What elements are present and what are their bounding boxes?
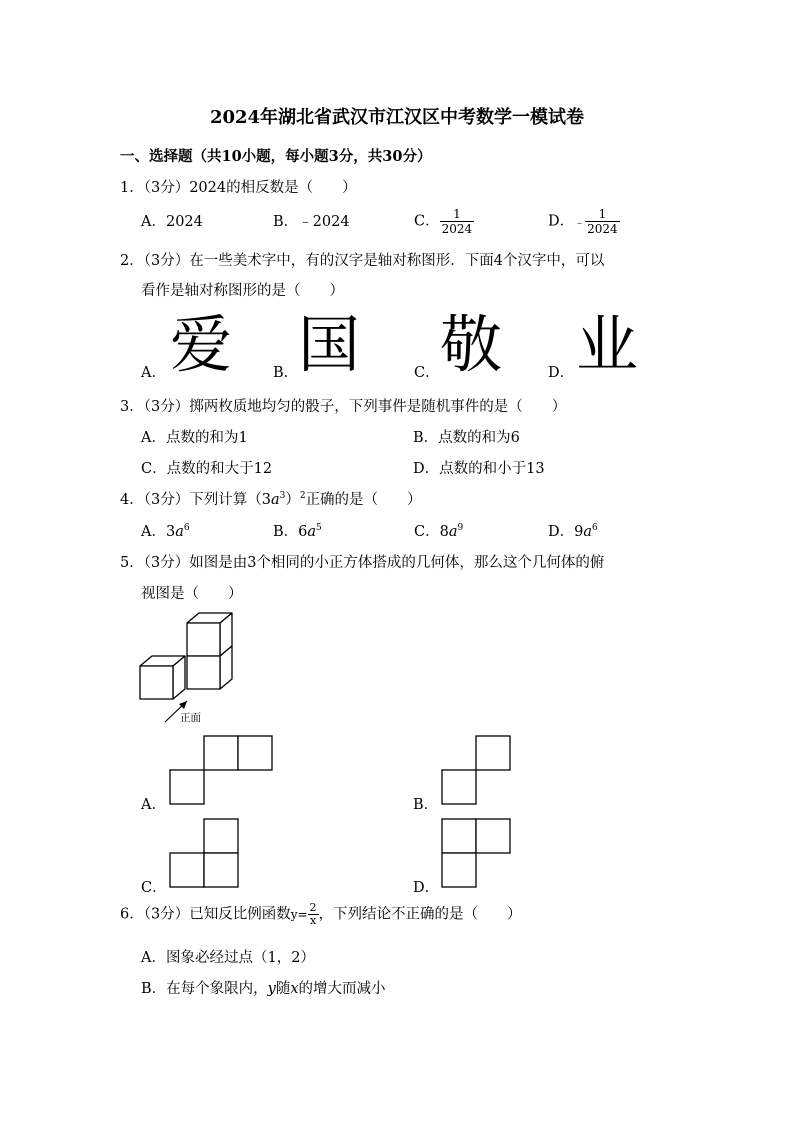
q6-stem-post: ，下列结论不正确的是（ ） <box>318 906 522 923</box>
front-label: 正面 <box>180 712 201 724</box>
q1-c-denominator: 2024 <box>441 222 473 236</box>
question-6-stem <box>120 902 522 927</box>
q4-stem-end: 正确的是（ ） <box>305 492 422 508</box>
q2-option-d-char: 业 <box>576 308 639 381</box>
q3-option-a: A．点数的和为1 <box>141 430 248 446</box>
q5-option-d-figure <box>441 818 515 890</box>
q4-option-a <box>141 520 190 541</box>
question-1-stem: 1．（3分）2024的相反数是（ ） <box>120 180 357 196</box>
q1-option-d-fraction <box>585 207 620 236</box>
q4-a-exp: 6 <box>183 523 190 534</box>
q6-func-denominator: x <box>309 914 317 927</box>
q4-d-coef: 9 <box>574 524 584 540</box>
q2-option-c-label: C． <box>414 365 440 381</box>
q4-stem-pre: 4．（3分）下列计算（3 <box>120 492 271 508</box>
q1-option-d-label: D． <box>548 213 575 230</box>
question-5-stem-line2: 视图是（ ） <box>141 586 243 602</box>
question-5-stem-line1: 5．（3分）如图是由3个相同的小正方体搭成的几何体，那么这个几何体的俯 <box>120 555 605 571</box>
q1-option-a: A．2024 <box>141 214 203 230</box>
q2-option-b-label: B． <box>273 365 299 381</box>
q1-option-c <box>414 207 474 236</box>
q2-option-a-label: A． <box>141 365 166 381</box>
q6-func-numerator: 2 <box>309 901 317 914</box>
q1-d-denominator: 2024 <box>587 222 618 236</box>
q3-option-b: B．点数的和为6 <box>413 430 520 446</box>
q5-option-a-label: A． <box>141 797 166 813</box>
q4-option-c <box>414 520 463 541</box>
q4-stem-exp: 3 <box>279 491 286 502</box>
q5-option-b-figure <box>441 735 515 807</box>
q6-option-a: A．图象必经过点（1，2） <box>141 950 315 966</box>
q4-b-var: a <box>307 524 317 540</box>
q6-b-post: 的增大而减小 <box>298 981 386 997</box>
q4-b-exp: 5 <box>316 523 322 534</box>
q2-option-d-label: D． <box>548 365 575 381</box>
q5-option-c-label: C． <box>141 880 167 896</box>
q1-option-c-fraction <box>440 207 475 236</box>
q5-option-a-figure <box>169 735 275 807</box>
q1-option-c-label: C． <box>414 213 440 230</box>
q4-d-var: a <box>583 524 593 540</box>
q6-option-b <box>141 977 386 998</box>
q6-b-mid: 随 <box>275 981 291 997</box>
q5-option-c-figure <box>169 818 241 890</box>
page-title: 2024年湖北省武汉市江汉区中考数学一模试卷 <box>209 107 585 128</box>
section-heading: 一、选择题（共10小题，每小题3分，共30分） <box>120 148 432 165</box>
q4-a-label: A． <box>141 524 166 540</box>
q6-func-y: y= <box>290 907 308 922</box>
q1-d-numerator: 1 <box>585 207 620 222</box>
q3-option-d: D．点数的和小于13 <box>413 461 545 477</box>
q1-d-sign: ﹣ <box>574 215 586 229</box>
q6-stem-pre: 6．（3分）已知反比例函数 <box>120 906 291 923</box>
q4-option-b <box>273 520 322 541</box>
q4-a-coef: 3 <box>165 524 176 540</box>
q4-b-coef: 6 <box>298 524 308 540</box>
q4-d-exp: 6 <box>592 523 598 534</box>
q4-c-coef: 8 <box>439 524 449 540</box>
q4-c-exp: 9 <box>457 523 464 534</box>
q6-func-fraction <box>308 902 319 927</box>
q4-stem-exp2: 2 <box>299 491 306 502</box>
q4-stem-var: a <box>270 492 280 508</box>
q4-option-d <box>548 520 598 541</box>
question-2-stem-line1: 2．（3分）在一些美术字中，有的汉字是轴对称图形．下面4个汉字中，可以 <box>120 253 605 269</box>
q1-option-b: B．﹣2024 <box>273 214 350 230</box>
q2-option-c-char: 敬 <box>440 308 503 381</box>
q2-option-b-char: 国 <box>298 308 361 381</box>
q3-option-c: C．点数的和大于12 <box>141 461 273 477</box>
q6-b-y: y <box>267 981 276 997</box>
q6-b-pre: B．在每个象限内， <box>141 981 268 997</box>
q4-c-var: a <box>448 524 458 540</box>
question-4-stem <box>120 488 422 509</box>
q4-stem-post: ） <box>285 492 300 508</box>
q4-c-label: C． <box>414 524 440 540</box>
q5-option-b-label: B． <box>413 797 439 813</box>
q1-c-numerator: 1 <box>440 207 475 222</box>
q4-d-label: D． <box>548 524 575 540</box>
q1-option-d <box>548 207 620 236</box>
q2-option-a-char: 爱 <box>170 308 233 381</box>
q4-a-var: a <box>175 524 184 540</box>
question-3-stem: 3．（3分）掷两枚质地均匀的骰子，下列事件是随机事件的是（ ） <box>120 399 567 415</box>
q6-b-x: x <box>290 981 299 997</box>
q4-b-label: B． <box>273 524 299 540</box>
question-2-stem-line2: 看作是轴对称图形的是（ ） <box>141 283 344 299</box>
q5-option-d-label: D． <box>413 880 440 896</box>
